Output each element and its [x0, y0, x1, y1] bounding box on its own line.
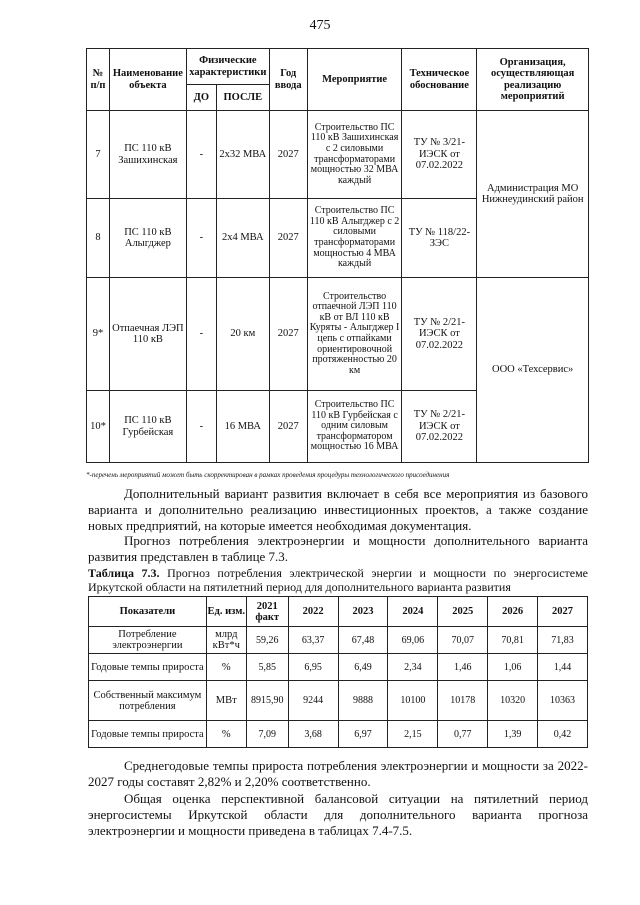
row-name: ПС 110 кВ Алыгджер [109, 199, 186, 278]
row-year: 2027 [269, 391, 307, 463]
row-name: ПС 110 кВ Гурбейская [109, 391, 186, 463]
cell: 0,77 [438, 721, 488, 748]
cell: 10100 [388, 681, 438, 721]
cell: 63,37 [288, 627, 338, 654]
cell: 10178 [438, 681, 488, 721]
col-header-name: Наименование объекта [109, 49, 186, 111]
paragraph-3: Среднегодовые темпы прироста потребления электроэнергии и мощности за 2022-2027 годы составят 2,82% и 2,20% соответственно. [88, 758, 588, 789]
cell: 59,26 [246, 627, 288, 654]
row-num: 10* [87, 391, 110, 463]
table-caption [88, 567, 588, 594]
table-row [89, 681, 588, 721]
cell: 2,34 [388, 654, 438, 681]
row-unit: МВт [206, 681, 246, 721]
measures-table [86, 48, 589, 463]
col-header: 2021 факт [246, 597, 288, 627]
col-header-after: ПОСЛЕ [216, 85, 269, 111]
table-row [87, 111, 589, 199]
row-before: - [186, 199, 216, 278]
row-label: Годовые темпы прироста [89, 721, 207, 748]
col-header: 2023 [338, 597, 388, 627]
row-label: Потребление электроэнергии [89, 627, 207, 654]
row-measure: Строительство ПС 110 кВ Алыгджер с 2 силовыми трансформаторами мощностью 4 МВА каждый [307, 199, 402, 278]
row-measure: Строительство отпаечной ЛЭП 110 кВ от ВЛ 110 кВ Куряты - Алыгджер I цепь с отпайками ориентировочной протяженностью 20 км [307, 278, 402, 391]
row-before: - [186, 391, 216, 463]
row-num: 8 [87, 199, 110, 278]
row-after: 2х4 МВА [216, 199, 269, 278]
row-num: 7 [87, 111, 110, 199]
col-header-before: ДО [186, 85, 216, 111]
footnote: *-перечень мероприятий может быть скорректирован в рамках проведения процедуры технологического присоединения [86, 471, 450, 479]
row-num: 9* [87, 278, 110, 391]
cell: 1,39 [488, 721, 538, 748]
row-measure: Строительство ПС 110 кВ Зашихинская с 2 силовыми трансформаторами мощностью 32 МВА каждый [307, 111, 402, 199]
cell: 5,85 [246, 654, 288, 681]
row-year: 2027 [269, 199, 307, 278]
col-header: 2025 [438, 597, 488, 627]
row-unit: млрд кВт*ч [206, 627, 246, 654]
cell: 70,07 [438, 627, 488, 654]
cell: 6,95 [288, 654, 338, 681]
row-after: 16 МВА [216, 391, 269, 463]
cell: 1,46 [438, 654, 488, 681]
row-tech: ТУ № 2/21-ИЭСК от 07.02.2022 [402, 391, 477, 463]
table-header-row [89, 597, 588, 627]
row-tech: ТУ № 3/21-ИЭСК от 07.02.2022 [402, 111, 477, 199]
row-unit: % [206, 654, 246, 681]
col-header-num: № п/п [87, 49, 110, 111]
cell: 10320 [488, 681, 538, 721]
caption-label: Таблица 7.3. [88, 566, 160, 580]
cell: 9888 [338, 681, 388, 721]
row-tech: ТУ № 118/22-ЗЭС [402, 199, 477, 278]
forecast-table [88, 596, 588, 748]
cell: 71,83 [538, 627, 588, 654]
paragraph-2: Прогноз потребления электроэнергии и мощности дополнительного варианта развития представлен в таблице 7.3. [88, 533, 588, 564]
org-admin: Администрация МО Нижнеудинский район [477, 111, 589, 278]
cell: 7,09 [246, 721, 288, 748]
paragraph-4: Общая оценка перспективной балансовой ситуации на пятилетний период энергосистемы Иркутской области для дополнительного варианта прогноза электроэнергии и мощности приведена в таблицах 7.4-7.5. [88, 791, 588, 838]
col-header-year: Год ввода [269, 49, 307, 111]
paragraph-1: Дополнительный вариант развития включает в себя все мероприятия из базового варианта и дополнительно реализацию инвестиционных проектов, а также создание новых предприятий, на которые имеется необходимая документация. [88, 486, 588, 533]
cell: 0,42 [538, 721, 588, 748]
table-row [89, 627, 588, 654]
table-row [87, 278, 589, 391]
row-year: 2027 [269, 278, 307, 391]
cell: 6,97 [338, 721, 388, 748]
row-year: 2027 [269, 111, 307, 199]
cell: 1,06 [488, 654, 538, 681]
cell: 10363 [538, 681, 588, 721]
col-header: 2027 [538, 597, 588, 627]
caption-text: Прогноз потребления электрической энергии и мощности по энергосистеме Иркутской области на пятилетний период для дополнительного варианта развития [88, 566, 589, 594]
row-after: 2х32 МВА [216, 111, 269, 199]
cell: 3,68 [288, 721, 338, 748]
row-label: Годовые темпы прироста [89, 654, 207, 681]
row-name: ПС 110 кВ Зашихинская [109, 111, 186, 199]
col-header: 2022 [288, 597, 338, 627]
col-header: Показатели [89, 597, 207, 627]
row-measure: Строительство ПС 110 кВ Гурбейская с одним силовым трансформатором мощностью 16 МВА [307, 391, 402, 463]
row-unit: % [206, 721, 246, 748]
col-header: Ед. изм. [206, 597, 246, 627]
col-header-phys: Физические характеристики [186, 49, 269, 85]
cell: 8915,90 [246, 681, 288, 721]
cell: 6,49 [338, 654, 388, 681]
cell: 67,48 [338, 627, 388, 654]
row-before: - [186, 278, 216, 391]
page-number: 475 [309, 18, 331, 33]
org-tex: ООО «Техсервис» [477, 278, 589, 463]
row-label: Собственный максимум потребления [89, 681, 207, 721]
col-header-tech: Техническое обоснование [402, 49, 477, 111]
col-header-measure: Мероприятие [307, 49, 402, 111]
cell: 9244 [288, 681, 338, 721]
col-header-org: Организация, осуществляющая реализацию мероприятий [477, 49, 589, 111]
table-row [89, 654, 588, 681]
row-before: - [186, 111, 216, 199]
row-after: 20 км [216, 278, 269, 391]
table-row [89, 721, 588, 748]
cell: 2,15 [388, 721, 438, 748]
col-header: 2024 [388, 597, 438, 627]
row-tech: ТУ № 2/21-ИЭСК от 07.02.2022 [402, 278, 477, 391]
col-header: 2026 [488, 597, 538, 627]
row-name: Отпаечная ЛЭП 110 кВ [109, 278, 186, 391]
cell: 70,81 [488, 627, 538, 654]
cell: 69,06 [388, 627, 438, 654]
cell: 1,44 [538, 654, 588, 681]
